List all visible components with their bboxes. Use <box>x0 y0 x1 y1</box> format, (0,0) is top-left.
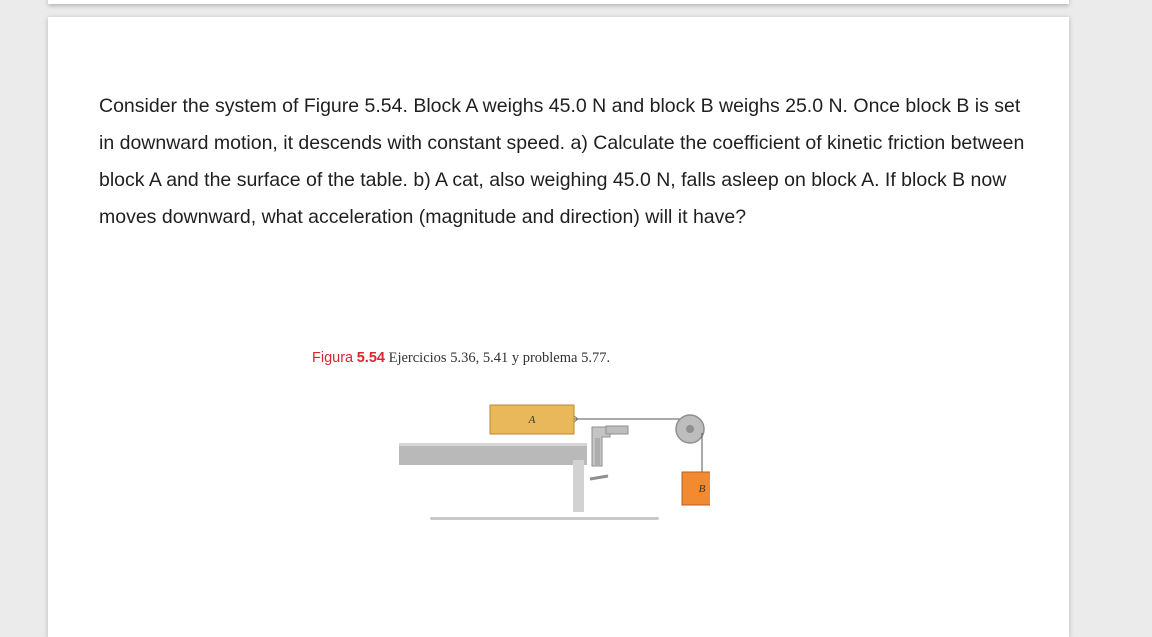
question-card <box>48 17 1069 637</box>
caption-label: Figura <box>312 350 354 366</box>
block-b <box>682 472 710 505</box>
caption-text: Ejercicios 5.36, 5.41 y problema 5.77. <box>388 350 611 366</box>
block-b-label: B <box>698 483 706 495</box>
caption-number: 5.54 <box>356 350 385 366</box>
question-text: Consider the system of Figure 5.54. Block A weighs 45.0 N and block B weighs 25.0 N. Once block B is set in downward motion, it descends with constant speed. a) Calculate the coefficient of kinetic friction between block A and the surface of the table. b) A cat, also weighing 45.0 N, falls asleep on block A. If block B now moves downward, what acceleration (magnitude and direction) will it have? <box>99 95 1025 228</box>
table-top <box>399 445 587 465</box>
table-leg <box>573 460 584 512</box>
block-a-label: A <box>528 414 536 426</box>
previous-card <box>48 0 1069 4</box>
figure-5-54 <box>310 342 710 542</box>
horizontal-scrollbar[interactable] <box>430 517 659 520</box>
pulley-diagram <box>310 342 710 542</box>
